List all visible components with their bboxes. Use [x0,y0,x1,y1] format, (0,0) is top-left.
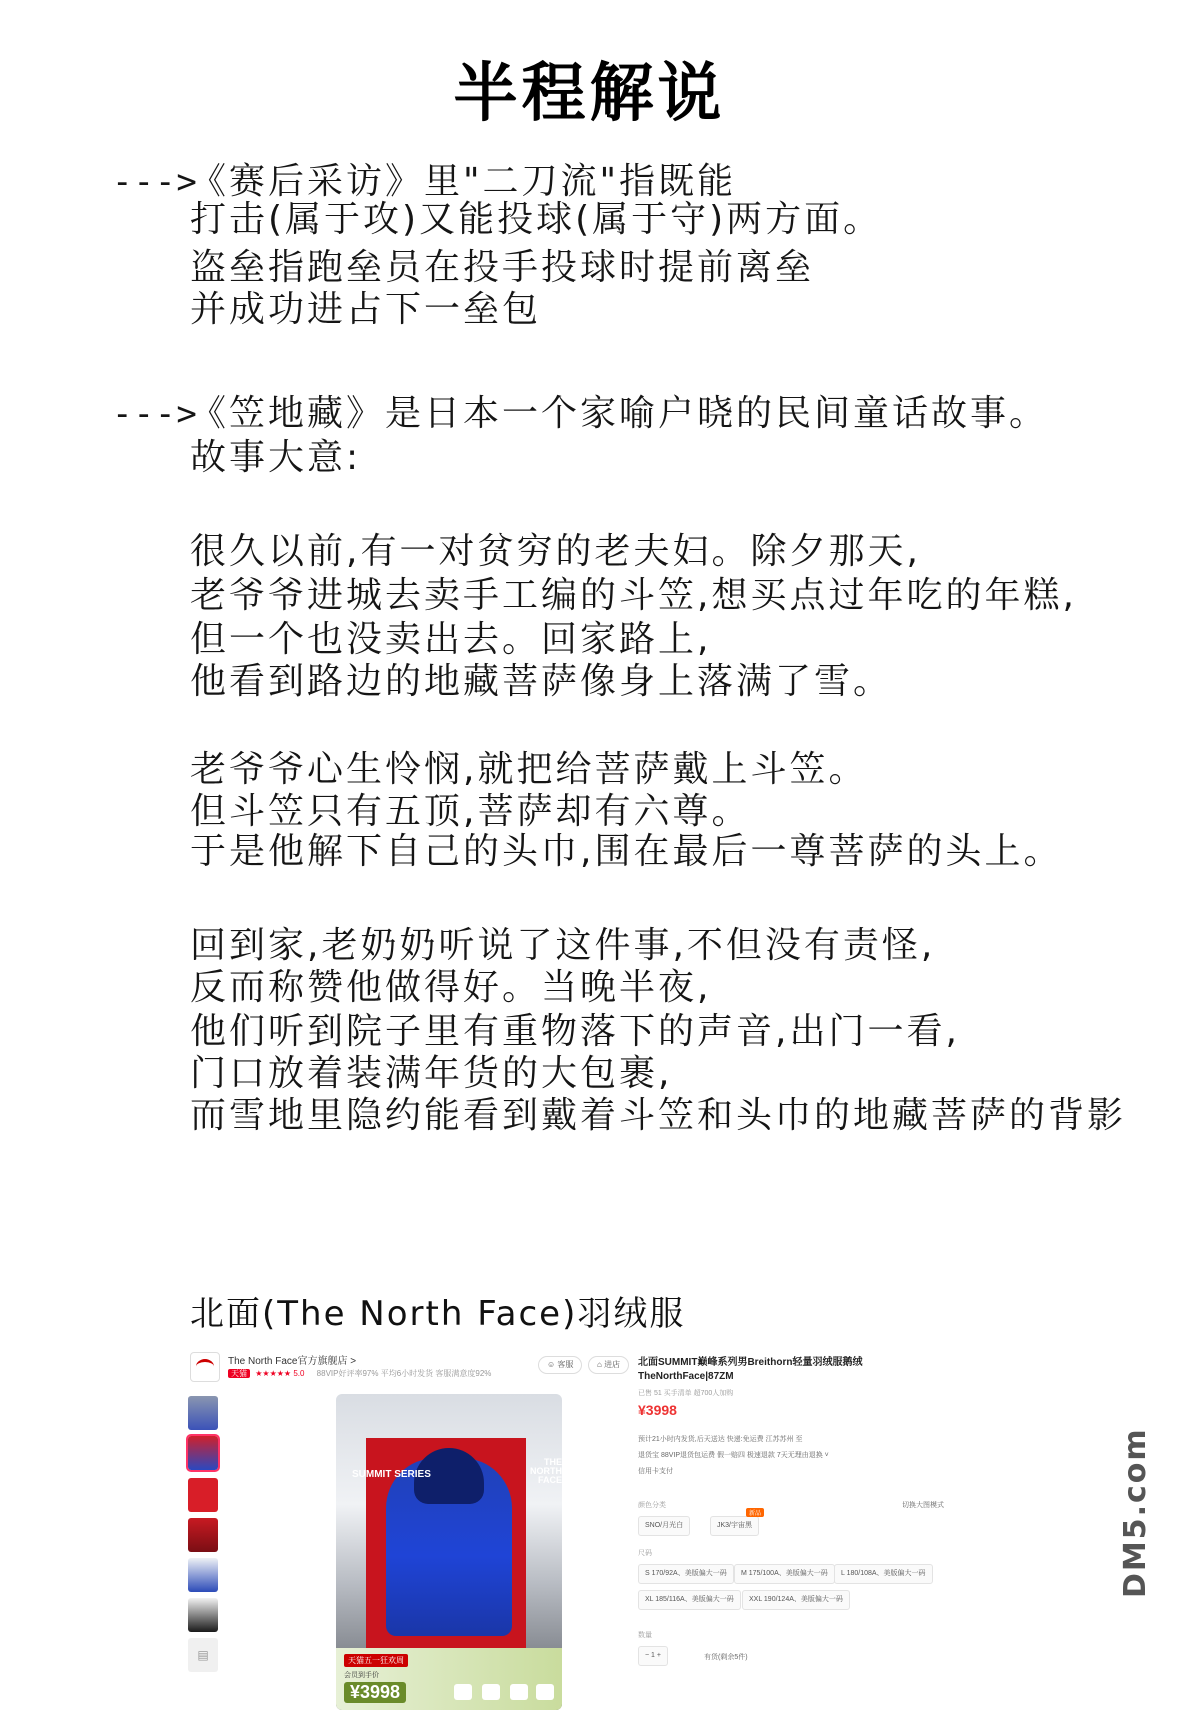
story-line: 但一个也没卖出去。回家路上, [190,619,712,660]
credit-card-info: 信用卡支付 [638,1468,673,1475]
story-line: 他们听到院子里有重物落下的声音,出门一看, [190,1011,960,1052]
tmall-badge: 天猫 [228,1369,250,1378]
size-option[interactable]: M 175/100A、美版偏大一码 [734,1564,835,1584]
story-line: 老爷爷进城去卖手工编的斗笠,想买点过年吃的年糕, [190,575,1077,616]
note-line: 盗垒指跑垒员在投手投球时提前离垒 [190,247,815,288]
stock-info: 有货(剩余5件) [704,1654,748,1661]
thumbnail[interactable] [188,1396,218,1430]
note-line: 故事大意: [190,437,362,478]
view-toggle-button[interactable]: 切换大图模式 [902,1502,944,1509]
note-line: 《笠地藏》是日本一个家喻户晓的民间童话故事。 [190,393,1049,434]
promo-price: ¥3998 [344,1682,406,1703]
thumbnail[interactable] [188,1518,218,1552]
product-caption: 北面(The North Face)羽绒服 [190,1294,686,1334]
store-name[interactable]: The North Face官方旗舰店 > [228,1356,357,1367]
store-logo[interactable] [190,1352,220,1382]
story-line: 他看到路边的地藏菩萨像身上落满了雪。 [190,661,893,702]
promo-banner [336,1648,562,1710]
product-main-image[interactable] [336,1394,562,1710]
size-option[interactable]: L 180/108A、美版偏大一码 [834,1564,933,1584]
tnf-logo: THE NORTH FACE [530,1457,562,1485]
page-title: 半程解说 [453,57,726,131]
color-option[interactable]: SNO/月光白 [638,1516,690,1536]
note-line: 打击(属于攻)又能投球(属于守)两方面。 [190,199,883,240]
story-line: 而雪地里隐约能看到戴着斗笠和头巾的地藏菩萨的背影 [190,1095,1127,1136]
enter-shop-button[interactable]: ⌂ 进店 [588,1356,629,1374]
story-line: 但斗笠只有五顶,菩萨却有六尊。 [190,791,751,832]
note-line: 《赛后采访》里"二刀流"指既能 [190,161,737,202]
qty-label: 数量 [638,1632,652,1639]
coupon-icon [482,1684,500,1700]
story-line: 很久以前,有一对贫穷的老夫妇。除夕那天, [190,531,921,572]
color-label: 颜色分类 [638,1502,666,1509]
gift-icon [454,1684,472,1700]
product-title: 北面SUMMIT巅峰系列男Breithorn轻量羽绒服鹅绒TheNorthFace|87ZM [638,1357,863,1382]
enter-shop-label: 进店 [604,1360,621,1369]
bag-icon [510,1684,528,1700]
customer-service-button[interactable]: ☺ 客服 [538,1356,582,1374]
size-option[interactable]: XL 185/116A、美版偏大一码 [638,1590,741,1610]
new-badge: 新品 [746,1508,764,1517]
promo-label: 天猫五一狂欢周 [344,1654,408,1667]
more-thumbnails-icon[interactable]: ▤ [188,1638,218,1672]
store-rating-row [228,1368,491,1379]
size-option[interactable]: XXL 190/124A、美版偏大一码 [742,1590,850,1610]
store-rating: ★★★★★ 5.0 [255,1369,305,1378]
story-line: 老爷爷心生怜悯,就把给菩萨戴上斗笠。 [190,749,868,790]
summit-series-logo: SUMMIT SERIES [352,1469,431,1480]
delivery-info: 预计21小时内发货,后天送达 快递:免运费 江苏苏州 至 [638,1436,803,1443]
thumbnail[interactable] [188,1478,218,1512]
story-line: 于是他解下自己的头巾,围在最后一尊菩萨的头上。 [190,831,1063,872]
size-label: 尺码 [638,1550,652,1557]
arrow-marker: ---> [112,394,198,434]
size-option[interactable]: S 170/92A、美版偏大一码 [638,1564,734,1584]
present-icon [536,1684,554,1700]
product-tags: 已售 51 买手清单 超700人加购 [638,1390,734,1397]
story-line: 门口放着装满年货的大包裹, [190,1053,673,1094]
store-stats: 88VIP好评率97% 平均6小时发货 客服满意度92% [316,1369,492,1378]
story-line: 回到家,老奶奶听说了这件事,不但没有责怪, [190,925,936,966]
thumbnail[interactable] [188,1598,218,1632]
story-line: 反而称赞他做得好。当晚半夜, [190,967,712,1008]
color-option[interactable]: JK3/宇宙黑 [710,1516,759,1536]
thumbnail-selected[interactable] [188,1436,218,1470]
dm5-watermark-text: DM5.com [1118,1427,1153,1598]
customer-service-label: 客服 [557,1360,574,1369]
arrow-marker: ---> [112,162,198,202]
promo-sub: 会员到手价 [344,1672,379,1679]
product-screenshot [186,1340,1046,1714]
guarantee-info[interactable]: 退货宝 88VIP退货包运费 假一赔四 极速退款 7天无理由退换 ˅ [638,1452,829,1459]
product-price: ¥3998 [638,1402,677,1418]
quantity-stepper[interactable]: − 1 + [638,1646,668,1666]
note-line: 并成功进占下一垒包 [190,289,542,330]
thumbnail[interactable] [188,1558,218,1592]
